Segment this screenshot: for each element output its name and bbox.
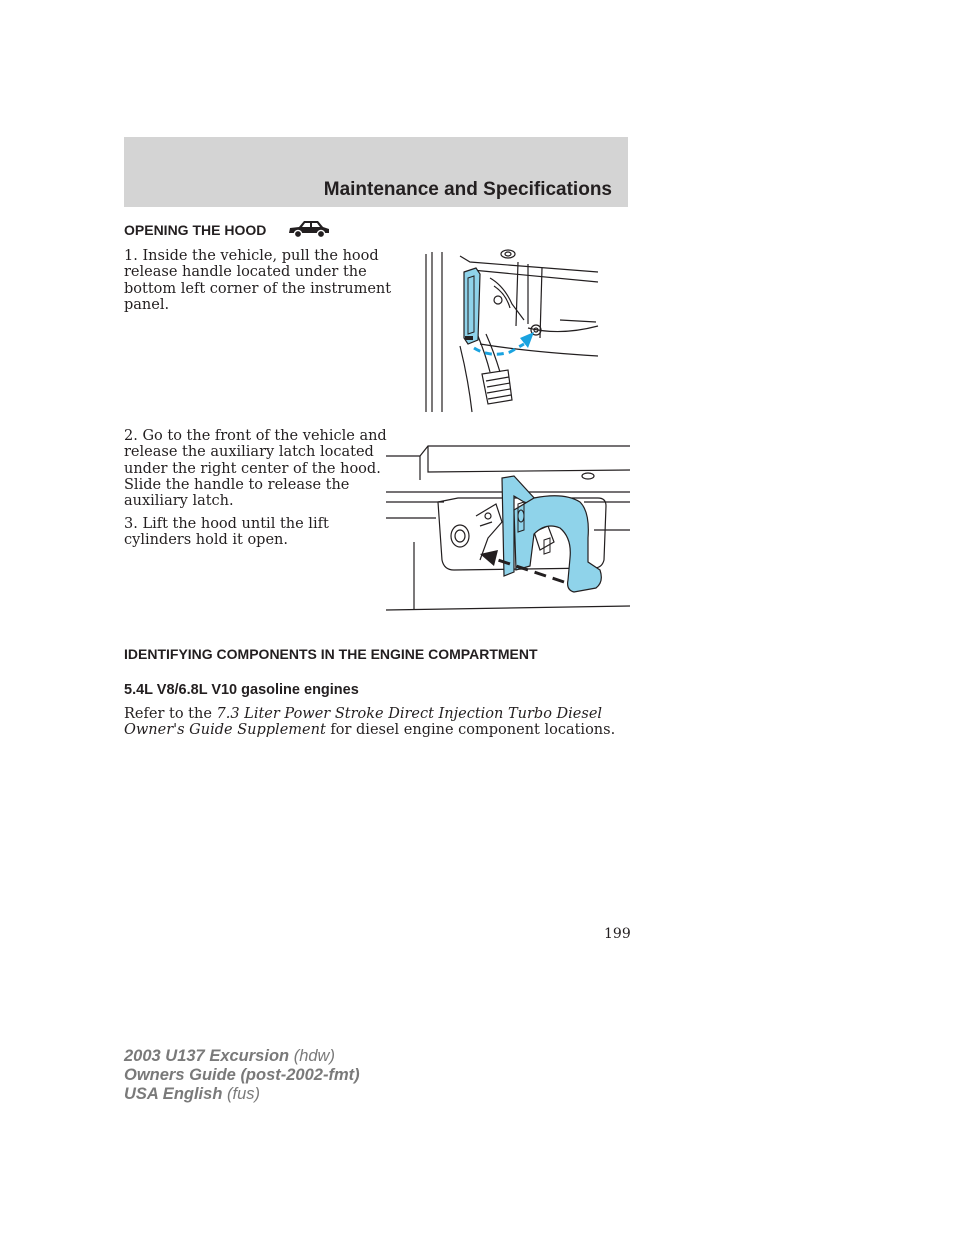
supplement-title-part2: Owner's Guide Supplement [124, 722, 326, 739]
supplement-title-part1: 7.3 Liter Power Stroke Direct Injection Turbo Diesel [216, 706, 603, 722]
step-2-text: 2. Go to the front of the vehicle and release the auxiliary latch located under the right center of the hood. Slide the handle to release the auxiliary latch. [124, 428, 387, 510]
car-icon [287, 218, 331, 240]
engine-compartment-heading: IDENTIFYING COMPONENTS IN THE ENGINE COMPARTMENT [124, 646, 538, 662]
section-title: Maintenance and Specifications [323, 179, 612, 200]
auxiliary-latch-illustration [384, 442, 632, 612]
diesel-reference-text: Refer to the 7.3 Liter Power Stroke Direct Injection Turbo Diesel Owner's Guide Supplement for diesel engine component locations. [124, 706, 616, 739]
step-3-text: 3. Lift the hood until the lift cylinders hold it open. [124, 516, 329, 549]
section-header-band [124, 137, 628, 207]
document-footer: 2003 U137 Excursion (hdw) Owners Guide (post-2002-fmt) USA English (fus) [124, 1047, 360, 1103]
opening-hood-heading: OPENING THE HOOD [124, 222, 267, 238]
step-1-text: 1. Inside the vehicle, pull the hood release handle located under the bottom left corner of the instrument panel. [124, 248, 392, 313]
hood-release-handle-illustration [420, 248, 602, 414]
gasoline-engines-subheading: 5.4L V8/6.8L V10 gasoline engines [124, 682, 359, 698]
page-number: 199 [604, 926, 631, 942]
